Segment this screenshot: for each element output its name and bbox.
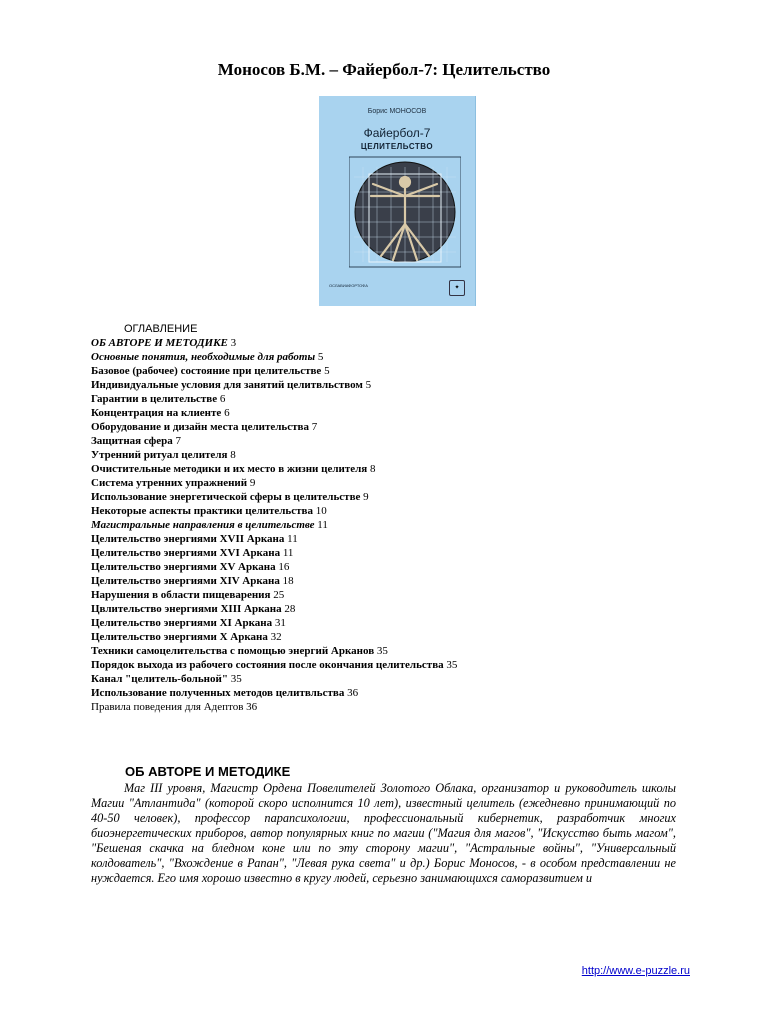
toc-item[interactable] — [91, 490, 691, 504]
section-paragraph — [91, 781, 676, 886]
section-title: ОБ АВТОРЕ И МЕТОДИКЕ — [125, 764, 291, 779]
toc-item-label: Целительство энергиями XV Аркана — [91, 561, 276, 573]
toc-item[interactable] — [91, 630, 691, 644]
toc-item-page: 8 — [370, 463, 376, 475]
toc-item-page: 25 — [273, 589, 285, 601]
toc-item-page: 5 — [324, 365, 330, 377]
toc-item-page: 35 — [376, 645, 388, 657]
toc-item-page: 9 — [363, 491, 369, 503]
toc-item-page: 28 — [284, 603, 296, 615]
toc-item-label: Порядок выхода из рабочего состояния после окончания целительства — [91, 659, 444, 671]
toc-item-label: Канал "целитель-больной" — [91, 673, 228, 685]
toc-item-page: 31 — [274, 617, 286, 629]
toc-item-label: Техники самоцелительства с помощью энергий Арканов — [91, 645, 375, 657]
toc-item[interactable] — [91, 434, 691, 448]
toc-item-page: 32 — [270, 631, 282, 643]
toc-item-page: 5 — [317, 351, 324, 363]
book-cover — [319, 96, 476, 306]
toc-item-label: Цвлительство энергиями XIII Аркана — [91, 603, 282, 615]
table-of-contents — [91, 322, 691, 714]
toc-item[interactable] — [91, 448, 691, 462]
toc-item-page: 7 — [311, 421, 318, 433]
toc-item[interactable] — [91, 364, 691, 378]
toc-item[interactable] — [91, 546, 691, 560]
toc-item-page: 6 — [219, 393, 226, 405]
toc-item[interactable] — [91, 350, 691, 364]
toc-item-page: 16 — [278, 561, 290, 573]
footer-link[interactable]: http://www.e-puzzle.ru — [581, 965, 690, 977]
toc-item[interactable] — [91, 392, 691, 406]
toc-heading: ОГЛАВЛЕНИЕ — [124, 323, 198, 335]
toc-list — [91, 336, 691, 714]
cover-publisher: ОСЛАВИАФОРТОФА — [329, 283, 368, 288]
toc-item[interactable] — [91, 518, 691, 532]
toc-item-label: Целительство энергиями XVI Аркана — [91, 547, 281, 559]
toc-item-label: Индивидуальные условия для занятий целитвльством — [91, 379, 363, 391]
publisher-logo-icon: ✦ — [449, 280, 465, 296]
toc-item-label: Концентрация на клиенте — [91, 407, 222, 419]
toc-item-page: 11 — [282, 547, 294, 559]
toc-item[interactable] — [91, 560, 691, 574]
toc-item-page: 3 — [230, 337, 237, 349]
toc-item-page: 11 — [287, 533, 298, 545]
toc-item-label: Целительство энергиями X Аркана — [91, 631, 268, 643]
toc-item-page: 36 — [347, 687, 359, 699]
toc-item[interactable] — [91, 336, 691, 350]
toc-item[interactable] — [91, 588, 691, 602]
toc-item-label: Очистительные методики и их место в жизни целителя — [91, 463, 368, 475]
toc-item-label: Основные понятия, необходимые для работы — [91, 351, 316, 363]
toc-item-label: Утренний ритуал целителя — [91, 449, 228, 461]
toc-item[interactable] — [91, 378, 691, 392]
toc-item-label: Базовое (рабочее) состояние при целительстве — [91, 365, 322, 377]
toc-item-label: Гарантии в целительстве — [91, 393, 218, 405]
toc-item-label: Правила поведения для Адептов — [91, 701, 244, 713]
toc-item[interactable] — [91, 574, 691, 588]
toc-item[interactable] — [91, 420, 691, 434]
toc-item-label: ОБ АВТОРЕ И МЕТОДИКЕ — [91, 337, 228, 349]
toc-item-label: Нарушения в области пищеварения — [91, 589, 271, 601]
toc-item-label: Магистральные направления в целительстве — [91, 519, 315, 531]
toc-item-label: Целительство энергиями XIV Аркана — [91, 575, 280, 587]
toc-item-label: Некоторые аспекты практики целительства — [91, 505, 313, 517]
cover-subtitle: ЦЕЛИТЕЛЬСТВО — [360, 142, 434, 151]
toc-item-page: 7 — [175, 435, 181, 447]
toc-item[interactable] — [91, 672, 691, 686]
paragraph-text: Маг III уровня, Магистр Ордена Повелителей Золотого Облака, организатор и руководитель школы Магии "Атлантида" (которой скоро исполнится 10 лет), известный целитель (ежедневно принимающий по 40-50 человек), профессор парапсихологии, профессиональный кибернетик, разработчик многих биоэнергетических приборов, автор популярных книг по магии ("Магия для магов", "Искусство быть магом", "Бешеная скачка на бледном коне или по эту сторону магии", "Астральные войны", "Универсальный колдователь", "Вхождение в Рапан", "Левая рука света" и др.) Борис Моносов, - в особом представлении не нуждается. Его имя хорошо известно в кругу людей, серьезно занимающихся саморазвитием и — [91, 781, 676, 885]
toc-item-label: Использование энергетической сферы в целительстве — [91, 491, 361, 503]
toc-item[interactable] — [91, 476, 691, 490]
toc-item[interactable] — [91, 602, 691, 616]
toc-item[interactable] — [91, 686, 691, 700]
toc-item-page: 18 — [282, 575, 294, 587]
toc-item[interactable] — [91, 644, 691, 658]
toc-item-label: Целительство энергиями XI Аркана — [91, 617, 273, 629]
page-title: Моносов Б.М. – Файербол-7: Целительство — [217, 60, 551, 79]
toc-item-page: 35 — [446, 659, 458, 671]
toc-item-page: 8 — [230, 449, 236, 461]
toc-item[interactable] — [91, 462, 691, 476]
toc-item-page: 9 — [249, 477, 256, 489]
toc-item[interactable] — [91, 658, 691, 672]
toc-item-label: Система утренних упражнений — [91, 477, 248, 489]
toc-item[interactable] — [91, 504, 691, 518]
cover-title: Файербол-7 — [363, 126, 431, 140]
toc-item[interactable] — [91, 616, 691, 630]
toc-item-label: Целительство энергиями XVII Аркана — [91, 533, 285, 545]
toc-item[interactable] — [91, 700, 691, 714]
cover-author: Борис МОНОСОВ — [367, 108, 427, 115]
toc-item[interactable] — [91, 532, 691, 546]
toc-item-label: Использование полученных методов целитвльства — [91, 687, 345, 699]
toc-item-label: Защитная сфера — [91, 435, 173, 447]
toc-item-page: 36 — [246, 701, 258, 713]
toc-item[interactable] — [91, 406, 691, 420]
toc-item-page: 6 — [224, 407, 230, 419]
toc-item-page: 11 — [317, 519, 328, 531]
toc-item-page: 5 — [365, 379, 372, 391]
vitruvian-figure-icon — [349, 152, 461, 272]
toc-item-label: Оборудование и дизайн места целительства — [91, 421, 309, 433]
toc-item-page: 10 — [315, 505, 327, 517]
toc-item-page: 35 — [230, 673, 242, 685]
